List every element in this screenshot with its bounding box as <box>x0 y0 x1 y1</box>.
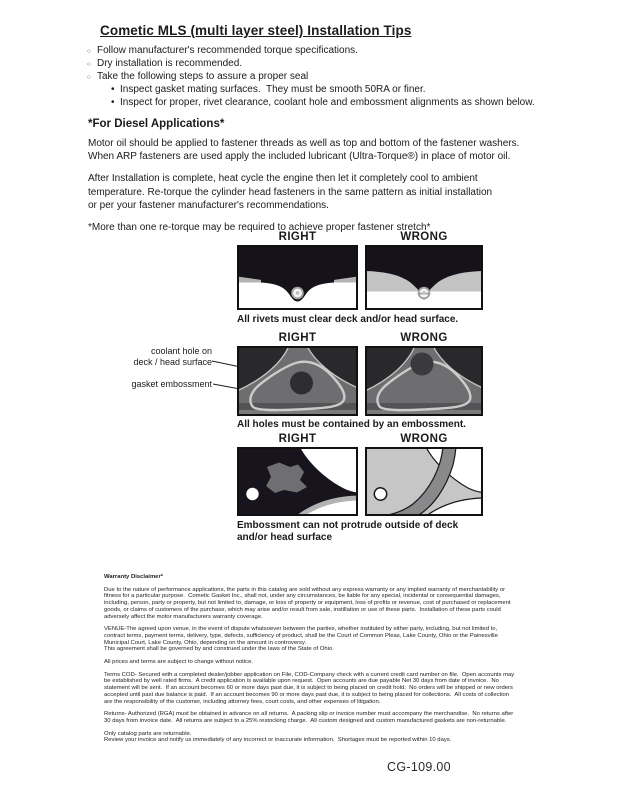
right-label: RIGHT <box>278 332 317 344</box>
warranty-paragraph: Due to the nature of performance applications, the parts in this catalog are sold without any express warranty or any implied warranty of merchantability or fitness for a particular purpose. Cometic Gasket Inc., shall not, under any circumstances, be liable for any special, incidental or consequential damages, including, person, party or property, but not limited to, damage, or loss of property or equipment, loss of profits or revenue, cost of purchased or replacement goods, or claims of customers of the purchase, which may arise and/or result from sale, instillation or use of these parts. Installation of these parts could adversely affect the motor manufacturers warranty coverage. <box>104 586 511 620</box>
embossment-right-panel <box>237 447 358 516</box>
diesel-paragraph-3: *More than one re-torque may be required to achieve proper fastener stretch* <box>88 222 431 234</box>
coolant-hole-icon <box>290 372 313 395</box>
diagram-row-embossment <box>237 433 487 543</box>
diesel-heading: *For Diesel Applications* <box>88 118 225 130</box>
rivet-caption: All rivets must clear deck and/or head surface. <box>237 314 459 325</box>
bullet-item: ○ Follow manufacturer's recommended torque specifications. <box>87 44 535 57</box>
wrong-label: WRONG <box>400 332 448 344</box>
holes-caption: All holes must be contained by an embossment. <box>237 419 466 430</box>
embossment-caption: Embossment can not protrude outside of deck and/or head surface <box>237 520 459 543</box>
installation-tips-list <box>87 44 535 109</box>
diesel-applications-section <box>88 118 520 243</box>
diagram-row-holes <box>237 332 487 431</box>
diesel-paragraph-1: Motor oil should be applied to fastener threads as well as top and bottom of the fastener washers. When ARP fasteners are used apply the included lubricant (Ultra-Torque®) in place of motor oil. <box>88 138 520 163</box>
sub-bullet-item: • Inspect gasket mating surfaces. They must be smooth 50RA or finer. <box>111 83 535 96</box>
coolant-hole-annotation: coolant hole on deck / head surface <box>133 346 212 367</box>
catalog-parts-line: Only catalog parts are returnable. <box>104 730 192 737</box>
sub-bullet-item: • Inspect for proper, rivet clearance, coolant hole and embossment alignments as shown below. <box>111 96 535 109</box>
wrong-label: WRONG <box>400 231 448 243</box>
right-label: RIGHT <box>278 231 317 243</box>
holes-right-panel <box>237 346 358 416</box>
prices-line: All prices and terms are subject to change without notice. <box>104 659 253 666</box>
review-invoice-line: Review your invoice and notify us immediately of any incorrect or inaccurate information. Shortages must be reported within 10 days. <box>104 737 452 744</box>
diesel-paragraph-2: After Installation is complete, heat cycle the engine then let it completely cool to ambient temperature. Re-torque the cylinder head fasteners in the same pattern as initial installation or per your fastener manufacturer's recommendations. <box>88 173 493 211</box>
diagram-row-rivets <box>237 231 487 326</box>
page-title: Cometic MLS (multi layer steel) Installation Tips <box>100 23 412 38</box>
warranty-disclaimer-heading: Warranty Disclaimer* <box>104 574 164 580</box>
rivet-wrong-panel <box>365 245 483 310</box>
terms-paragraph: Terms COD- Secured with a completed dealer/jobber application on File, COD-Company check with a current credit card number on file. Open accounts may be established by well rated firms. A credit application is available upon request. Open accounts are due payable Net 30 days from date of invoice. No statement will be sent. If an account becomes 60 or more days past due, it is subject to being placed on credit hold. No orders will be shipped or new orders accepted until past due balance is paid. If an account becomes 90 or more days past due, it is subject to being placed for collections. All costs of collection are the responsibility of the customer, including attorney fees, court costs, and other expenses of litigation. <box>104 671 515 705</box>
rivet-right-panel <box>237 245 358 310</box>
governing-law-line: This agreement shall be governed by and construed under the laws of the State of Ohio. <box>104 646 334 653</box>
embossment-wrong-panel <box>365 447 483 516</box>
legal-section <box>104 574 518 750</box>
bolt-hole-icon <box>246 488 258 500</box>
right-label: RIGHT <box>278 433 317 445</box>
venue-paragraph: VENUE-The agreed upon venue, in the event of dispute whatsoever between the parties, whether instituted by either party, including, but not limited to, contract terms, payment terms, delivery, type, defects, sufficiency of product, shall be the Court of Common Pleas, Lake County, Ohio or the Painesville Municipal Court, Lake County, Ohio, depending on the amount in controversy. <box>104 626 498 646</box>
bullet-item: ○ Take the following steps to assure a proper seal <box>87 70 535 83</box>
holes-wrong-panel <box>365 346 483 416</box>
document-code: CG-109.00 <box>387 760 451 774</box>
coolant-hole-icon <box>411 353 434 376</box>
returns-paragraph: Returns- Authorized (RGA) must be obtained in advance on all returns. A packing slip or invoice number must accompany the merchandise. No returns after 30 days from invoice date. All returns are subject to a 25% restocking charge. All custom designed and custom manufactured gaskets are non-returnable. <box>104 711 514 724</box>
bolt-hole-icon <box>374 488 386 500</box>
gasket-embossment-annotation: gasket embossment <box>131 379 212 389</box>
wrong-label: WRONG <box>400 433 448 445</box>
bullet-item: ○ Dry installation is recommended. <box>87 57 535 70</box>
